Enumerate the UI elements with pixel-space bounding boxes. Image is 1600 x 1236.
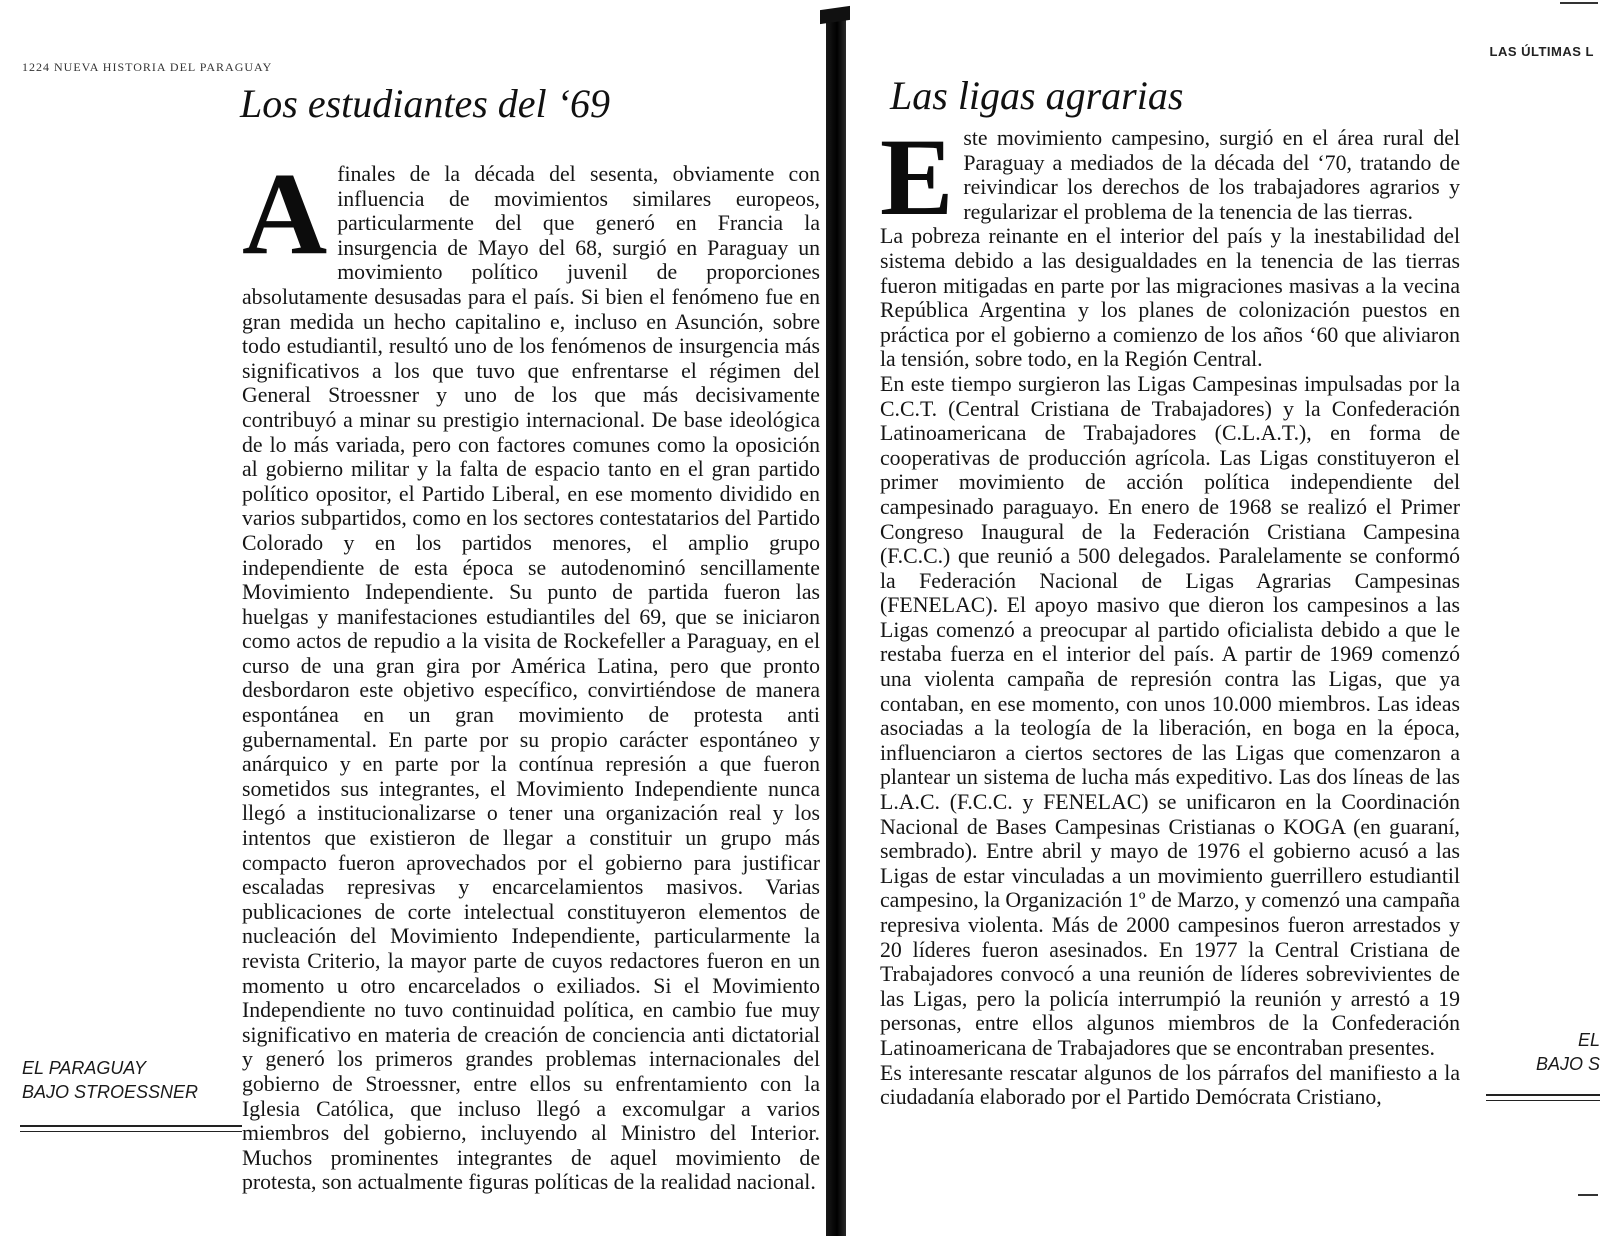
- article-estudiantes: [242, 148, 820, 1195]
- article-ligas: [880, 116, 1460, 1110]
- corner-mark-bottom: [1578, 1194, 1598, 1196]
- rule-right-thin: [1486, 1100, 1600, 1101]
- section-label-right-line1: EL: [1577, 1030, 1600, 1050]
- book-gutter: [826, 10, 846, 1236]
- rule-left: [20, 1125, 242, 1127]
- section-title-estudiantes: Los estudiantes del ‘69: [240, 81, 610, 126]
- drop-cap-e: E: [880, 116, 954, 238]
- section-label-left-line2: BAJO STROESSNER: [22, 1082, 199, 1102]
- section-title-ligas: Las ligas agrarias: [890, 73, 1184, 118]
- rule-right: [1486, 1094, 1600, 1096]
- corner-mark-top: [1560, 2, 1598, 16]
- article-ligas-paragraph-4: Es interesante rescatar algunos de los párrafos del manifiesto a la ciudadanía elaborado por el Partido Demócrata Cristiano,: [880, 1060, 1460, 1110]
- running-head-left: 1224 NUEVA HISTORIA DEL PARAGUAY: [22, 60, 273, 74]
- section-label-right-line2: BAJO S: [1535, 1054, 1600, 1074]
- section-label-left-line1: EL PARAGUAY: [22, 1058, 147, 1078]
- article-estudiantes-paragraph: [242, 148, 820, 1195]
- running-head-right: LAS ÚLTIMAS L: [1489, 44, 1594, 59]
- drop-cap-a: A: [242, 148, 328, 279]
- rule-left-thin: [20, 1131, 242, 1132]
- article-estudiantes-body: finales de la década del sesenta, obviamente con influencia de movimientos similares europeos, particularmente del que generó en Francia la insurgencia de Mayo del 68, surgió en Paraguay un movimiento político juvenil de proporciones absolutamente desusadas para el país. Si bien el fenómeno fue en gran medida un hecho capitalino e, incluso en Asunción, sobre todo estudiantil, resultó uno de los fenómenos de insurgencia más significativos a los que tuvo que enfrentarse el régimen del General Stroessner y uno de los que más decisivamente contribuyó a minar su prestigio internacional. De base ideológica de lo más variada, pero con factores comunes como la oposición al gobierno militar y la falta de espacio tanto en el gran partido político opositor, el Partido Liberal, en ese momento dividido en varios subpartidos, como en los sectores contestatarios del Partido Colorado y en los partidos menores, el amplio grupo independiente de esta época se autodenominó sencillamente Movimiento Independiente. Su punto de partida fueron las huelgas y manifestaciones estudiantiles del 69, que se iniciaron como actos de repudio a la visita de Rockefeller a Paraguay, en el curso de una gran gira por América Latina, pero que pronto desbordaron este objetivo específico, convirtiéndose de manera espontánea en un gran movimiento de protesta anti gubernamental. En parte por su propio carácter espontáneo y anárquico y en parte por la contínua represión a que fueron sometidos sus integrantes, el Movimiento Independiente nunca llegó a institucionalizarse o tener una organización real y los intentos que existieron de llegar a constituir un grupo más compacto fueron aprovechados por el gobierno para justificar escaladas represivas y encarcelamientos masivos. Varias publicaciones de corte intelectual constituyeron elementos de nucleación del Movimiento Independiente, particularmente la revista Criterio, la mayor parte de cuyos redactores fueron en un momento u otro encarcelados o exiliados. Si el Movimiento Independiente no tuvo continuidad política, en cambio fue muy significativo en materia de creación de conciencia anti dictatorial y generó los primeros grandes problemas internacionales del gobierno de Stroessner, entre ellos su enfrentamiento con la Iglesia Católica, que incluso llegó a excomulgar a varios miembros del gobierno, incluyendo al Ministro del Interior. Muchos prominentes integrantes de aquel movimiento de protesta, son actualmente figuras políticas de la realidad nacional.: [242, 162, 820, 1195]
- article-ligas-paragraph-1: [880, 116, 1460, 238]
- article-ligas-para1: ste movimiento campesino, surgió en el área rural del Paraguay a mediados de la década del ‘70, tratando de reivindicar los derechos de los trabajadores agrarios y regularizar el problema de la tenencia de las tierras.: [963, 126, 1460, 224]
- article-ligas-paragraph-3: En este tiempo surgieron las Ligas Campesinas impulsadas por la C.C.T. (Central Cristiana de Trabajadores) y la Confederación Latinoamericana de Trabajadores (C.L.A.T.), en forma de cooperativas de producción agrícola. Las Ligas constituyeron el primer movimiento de acción política independiente del campesinado paraguayo. En enero de 1968 se realizó el Primer Congreso Inaugural de la Federación Cristiana Campesina (F.C.C.) que reunió a 500 delegados. Paralelamente se conformó la Federación Nacional de Ligas Agrarias Campesinas (FENELAC). El apoyo masivo que dieron los campesinos a las Ligas comenzó a preocupar al partido oficialista debido a que le restaba fuerza en el interior del país. A partir de 1969 comenzó una violenta campaña de represión contra las Ligas, que ya contaban, en ese momento, con unos 10.000 miembros. Las ideas asociadas a la teología de la liberación, en boga en la época, influenciaron a ciertos sectores de las Ligas que comenzaron a plantear un sistema de lucha más expeditivo. Las dos líneas de las L.A.C. (F.C.C. y FENELAC) se unificaron en la Coordinación Nacional de Bases Campesinas Cristianas o KOGA (en guaraní, sembrado). Entre abril y mayo de 1976 el gobierno acusó a las Ligas de estar vinculadas a un movimiento guerrillero estudiantil campesino, la Organización 1º de Marzo, y comenzó una campaña represiva violenta. Más de 2000 campesinos fueron arrestados y 20 líderes fueron asesinados. En 1977 la Central Cristiana de Trabajadores convocó a una reunión de líderes sobrevivientes de las Ligas, pero la policía interrumpió la reunión y arrestó a 19 personas, entre ellos algunos miembros de la Confederación Latinoamericana de Trabajadores que se encontraban presentes.: [880, 371, 1460, 1060]
- article-ligas-paragraph-2: La pobreza reinante en el interior del país y la inestabilidad del sistema debido a las desigualdades en la tenencia de las tierras fueron mitigadas en parte por las migraciones masivas a la vecina República Argentina y los planes de colonización puestos en práctica por el gobierno a comienzo de los años ‘60 que aliviaron la tensión, sobre todo, en la Región Central.: [880, 224, 1460, 372]
- section-label-right: [1510, 1028, 1600, 1076]
- section-label-left: [22, 1056, 198, 1104]
